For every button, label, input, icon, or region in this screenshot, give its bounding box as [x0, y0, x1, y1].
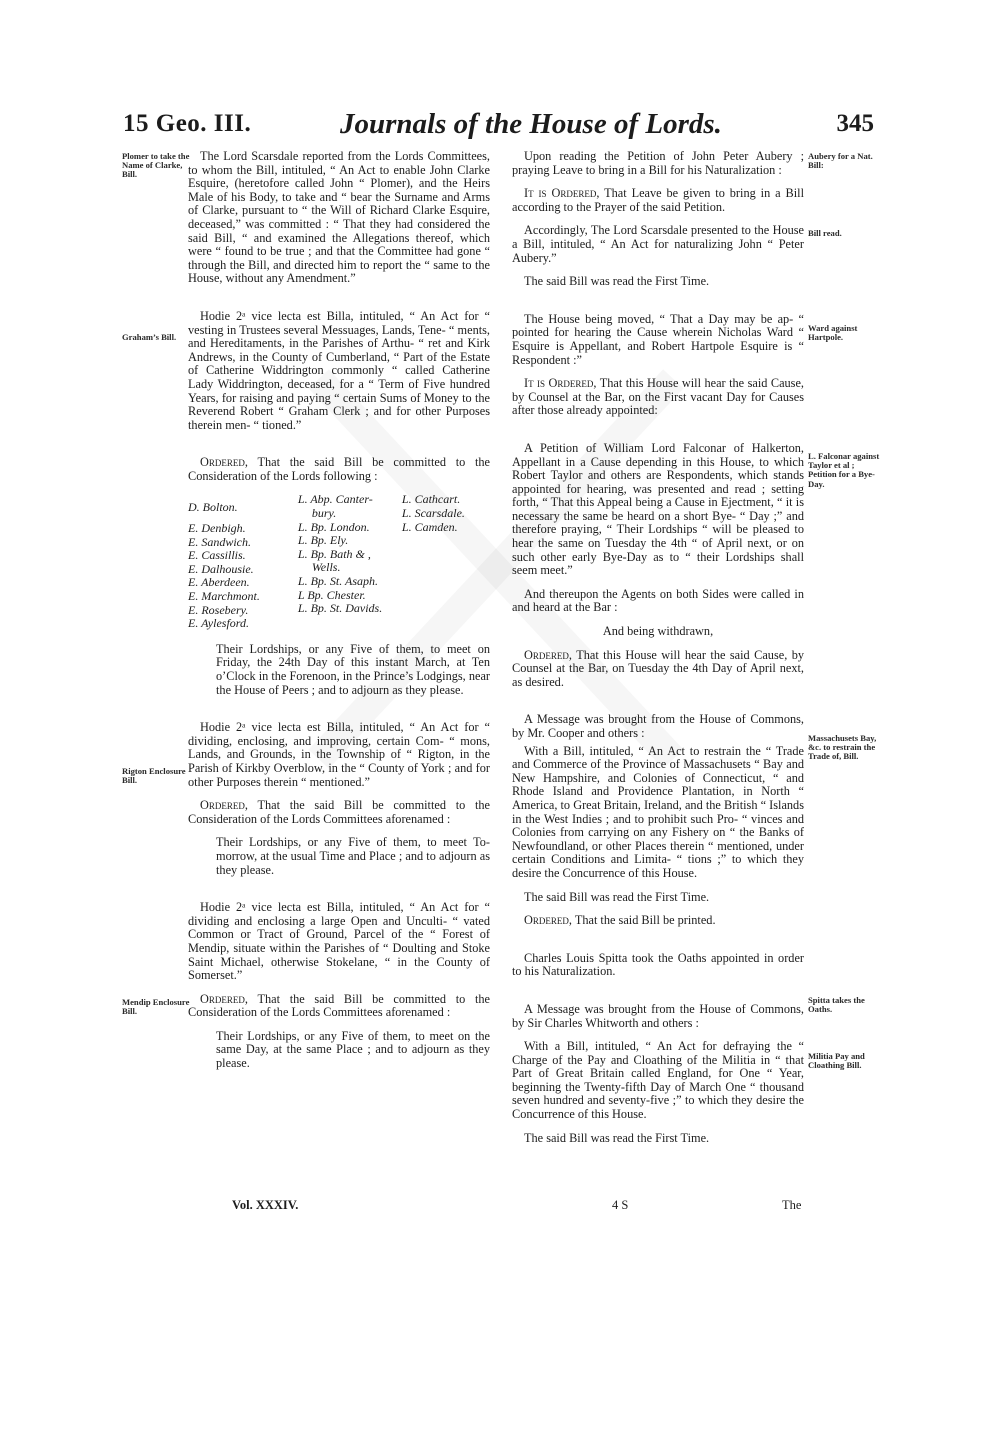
- paragraph-text: That Leave be given to bring in a Bill according to the Prayer of the said Petition.: [512, 186, 804, 214]
- margin-note: Spitta takes the Oaths.: [808, 995, 865, 1015]
- paragraph-text: That this House will hear the said Cause, by Counsel at the Bar, on Tuesday the 4th Day of April next, as desired.: [512, 647, 805, 689]
- paragraph-text: That the said Bill be committed to the Consideration of the Lords Committees aforenamed :: [188, 991, 490, 1020]
- paragraph: Hodie 2ᵃ vice lecta est Billa, intituled, “ An Act for “ dividing and enclosing a large Open and Unculti- “ vated Common or Tract of Ground, Parcel of the “ Forest of Mendip, situate within the Parishes of “ Doulting and Stoke Saint Michael, otherwise Stokelane, “ in the County of Somerset.”: [188, 900, 490, 983]
- paragraph: Their Lordships, or any Five of them, to meet To-morrow, at the usual Time and Place ; and to adjourn as they please.: [216, 835, 490, 877]
- paragraph: A Message was brought from the House of Commons, by Sir Charles Whitworth and others :: [512, 1001, 804, 1030]
- lord-name: L. Cathcart.: [401, 492, 461, 507]
- ordered-word: Ordered,: [524, 647, 572, 662]
- paragraph: Hodie 2ᵃ vice lecta est Billa, intituled, “ An Act for “ vesting in Trustees several Messuages, Lands, Tene- “ ments, and Hereditaments, in the Parishes of Arthu- “ ret and Kirk Andrews, in the County of Cumberland, “ Part of the Estate of Catherine Widdrington commonly “ called Catherine Lady Widdrington, deceased, for a “ Term of Five hundred Years, for raising and paying “ certain Sums of Money to the Reverend Robert “ Graham Clerk ; and for other Purposes therein men- “ tioned.”: [188, 308, 490, 432]
- lord-name: E. Denbigh.: [188, 521, 246, 536]
- lord-name: L. Camden.: [401, 519, 458, 534]
- lords-column: [188, 493, 286, 630]
- paragraph: [512, 377, 804, 418]
- margin-note: Massachusets Bay, &c. to restrain the Trade of, Bill.: [808, 733, 877, 762]
- lord-name: L. Bp. Ely.: [297, 533, 349, 548]
- page-number: 345: [836, 110, 874, 137]
- paragraph: Hodie 2ᵃ vice lecta est Billa, intituled, “ An Act for “ dividing, enclosing, and improving, certain Com- “ mons, Lands, and Grounds, in the Township of “ Rigton, in the Parish of Kirkby Overblow, in the “ County of York ; and for other Purposes therein “ mentioned.”: [188, 720, 490, 789]
- lord-name: E. Aberdeen.: [188, 575, 250, 590]
- ordered-word: Ordered,: [200, 991, 248, 1006]
- paragraph: Charles Louis Spitta took the Oaths appointed in order to his Naturalization.: [512, 950, 804, 979]
- paragraph: A Petition of William Lord Falconar of Halkerton, Appellant in a Cause depending in this House, to which Robert Taylor and others are Respondents, which stands appointed for hearing, was presented and read ; setting forth, “ That this Appeal being a Cause in Ejectment, “ it is necessary the same be heard on a short Bye- “ Day ;” and therefore praying, “ Their Lordships “ will be pleased to hear the same on Tuesday the 4th “ of April next, or on such other early Bye-Day as to “ their Lordships shall seem meet.”: [512, 440, 804, 578]
- paragraph: [188, 799, 490, 826]
- margin-note: Militia Pay and Cloathing Bill.: [808, 1051, 865, 1071]
- lord-name: E. Sandwich.: [188, 534, 251, 549]
- paragraph: The House being moved, “ That a Day may be ap- “ pointed for hearing the Cause wherein Nicholas Ward “ Esquire is Appellant, and Robert Hartpole Esquire is “ Respondent :”: [512, 311, 804, 367]
- paragraph: And thereupon the Agents on both Sides were called in and heard at the Bar :: [512, 586, 804, 615]
- left-column: [188, 150, 490, 1081]
- paragraph: Their Lordships, or any Five of them, to meet on the same Day, at the same Place ; and to adjourn as they please.: [216, 1028, 490, 1071]
- paragraph: And being withdrawn,: [602, 624, 714, 639]
- paragraph-text: That the said Bill be committed to the Consideration of the Lords following :: [188, 455, 490, 483]
- paragraph: [188, 456, 490, 483]
- paragraph: [512, 649, 804, 690]
- paragraph-text: That the said Bill be printed.: [574, 913, 716, 928]
- lord-name: L Bp. Chester.: [297, 587, 366, 602]
- lord-name: Wells.: [311, 560, 341, 575]
- lords-column: [402, 493, 490, 630]
- lord-name: E. Marchmont.: [188, 589, 260, 604]
- paragraph: The said Bill was read the First Time.: [524, 1130, 710, 1145]
- margin-note: Rigton Enclosure Bill.: [122, 766, 186, 786]
- paragraph: [188, 993, 490, 1020]
- paragraph: [512, 187, 804, 214]
- paragraph: The said Bill was read the First Time.: [524, 274, 710, 289]
- page-header: [0, 110, 992, 154]
- lords-list: [188, 493, 490, 630]
- lord-name: L. Bp. Bath & ,: [297, 546, 371, 561]
- catchword: The: [782, 1198, 802, 1212]
- margin-note: Ward against Hartpole.: [808, 323, 858, 343]
- margin-note: Mendip Enclosure Bill.: [122, 997, 190, 1017]
- paragraph-text: That the said Bill be committed to the Consideration of the Lords Committees aforenamed :: [188, 798, 490, 826]
- lord-name: E. Dalhousie.: [188, 561, 254, 576]
- lords-column: [298, 493, 390, 630]
- signature-mark: 4 S: [612, 1198, 629, 1212]
- lord-name: E. Aylesford.: [188, 616, 249, 631]
- paragraph: Accordingly, The Lord Scarsdale presented to the House a Bill, intituled, “ An Act for naturalizing John “ Peter Aubery.”: [512, 223, 804, 265]
- journal-title: Journals of the House of Lords.: [340, 108, 722, 140]
- reign-heading: 15 Geo. III.: [123, 110, 252, 137]
- margin-note: L. Falconar against Taylor et al ; Petition for a Bye-Day.: [808, 451, 880, 489]
- ordered-word: Ordered,: [200, 455, 248, 470]
- margin-note: Graham’s Bill.: [122, 332, 177, 342]
- paragraph-text: That this House will hear the said Cause, by Counsel at the Bar, on the First vacant Day for Causes after those already appointed:: [512, 376, 804, 418]
- lord-name: bury.: [311, 506, 337, 521]
- lord-name: D. Bolton.: [188, 500, 238, 515]
- lord-name: L. Bp. London.: [297, 519, 370, 534]
- lord-name: L. Bp. St. Davids.: [297, 601, 383, 616]
- paragraph: The said Bill was read the First Time.: [524, 889, 710, 904]
- margin-note: Plomer to take the Name of Clarke, Bill.: [122, 151, 190, 180]
- ordered-word: Ordered,: [524, 913, 572, 928]
- paragraph: Their Lordships, or any Five of them, to meet on Friday, the 24th Day of this instant March, at Ten o’Clock in the Forenoon, in the Prince’s Lodgings, near the House of Peers ; and to adjourn as they please.: [216, 641, 490, 697]
- paragraph: The Lord Scarsdale reported from the Lords Committees, to whom the Bill, intituled, “ An Act to enable John Clarke Esquire, (heretofore called John “ Plomer), and the Heirs Male of his Body, to take and “ bear the Surname and Arms of Clarke, pursuant to “ the Will of Richard Clarke Esquire, deceased,” was committed : “ That they had considered the said Bill, “ and examined the Allegations thereof, which were “ found to be true ; and that the Committee had gone “ through the Bill, and directed him to report the “ same to the House, without any Amendment.”: [188, 149, 490, 286]
- lord-name: E. Cassillis.: [188, 548, 246, 563]
- paragraph: With a Bill, intituled, “ An Act for defraying the “ Charge of the Pay and Cloathing of the Militia in “ that Part of Great Britain called England, for One “ Year, beginning the Twenty-fifth Day of March One “ thousand seven hundred and seventy-five ;” to which they desire the Concurrence of this House.: [512, 1039, 804, 1122]
- paragraph: [512, 914, 804, 928]
- right-column: [512, 150, 804, 1155]
- lord-name: L. Bp. St. Asaph.: [297, 574, 379, 589]
- paragraph: A Message was brought from the House of Commons, by Mr. Cooper and others :: [512, 712, 804, 740]
- lord-name: L. Scarsdale.: [401, 506, 465, 521]
- ordered-word: It is Ordered,: [524, 186, 600, 201]
- paragraph: With a Bill, intituled, “ An Act to restrain the “ Trade and Commerce of the Province of Massachusets “ Bay and New Hampshire, and Colonies of Connecticut, “ and Rhode Island and Providence Plantation, in North “ America, to Great Britain, Ireland, and the British “ Islands in the West Indies ; and to prohibit such Pro- “ vinces and Colonies from carrying on any Fishery on “ the Banks of Newfoundland, or other Places therein “ mentioned, under certain Conditions and Limita- “ tions ;” to which they desire the Concurrence of this House.: [512, 743, 804, 880]
- margin-note: Bill read.: [808, 228, 842, 238]
- ordered-word: It is Ordered,: [524, 376, 597, 391]
- ordered-word: Ordered,: [200, 798, 248, 813]
- paragraph: Upon reading the Petition of John Peter Aubery ; praying Leave to bring in a Bill for his Naturalization :: [512, 149, 804, 177]
- lord-name: L. Abp. Canter-: [297, 492, 373, 507]
- margin-note: Aubery for a Nat. Bill:: [808, 151, 873, 171]
- lord-name: E. Rosebery.: [188, 602, 249, 617]
- volume-label: Vol. XXXIV.: [232, 1198, 299, 1212]
